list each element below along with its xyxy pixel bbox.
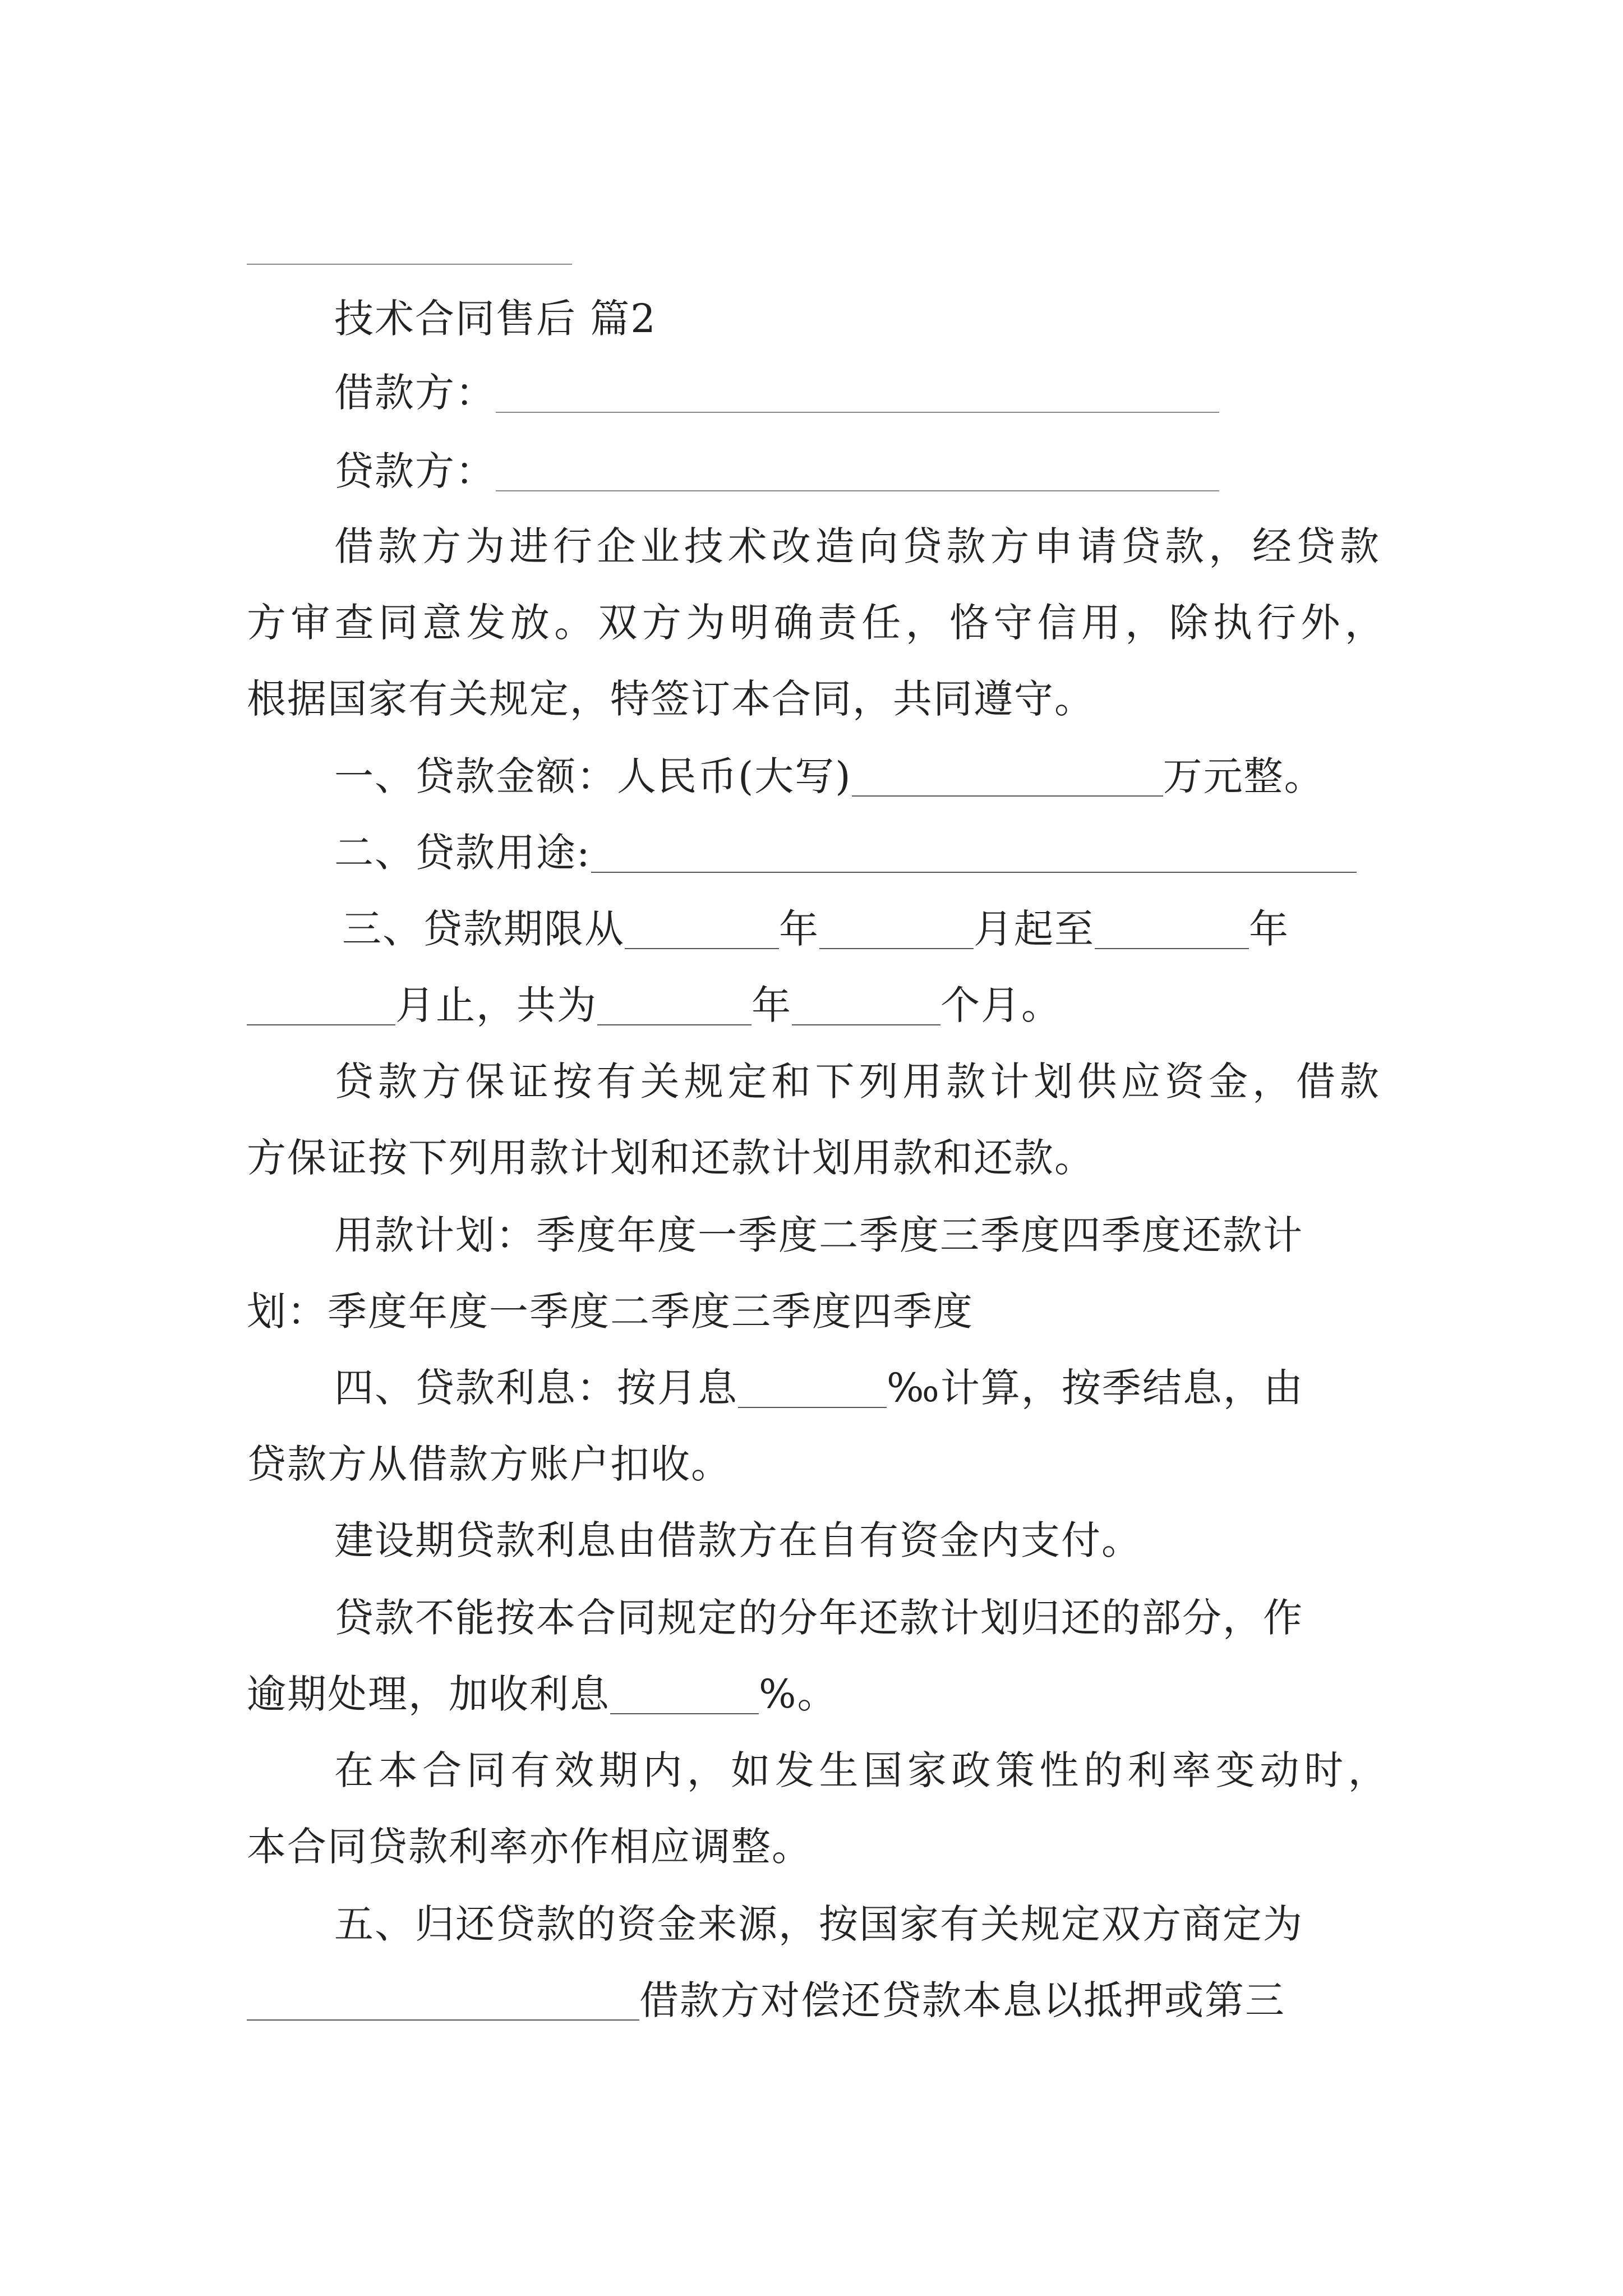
intro-line-1: 借 款 方 为 进 行 企 业 技 术 改 造 向 贷 款 方 申 请 贷 款 ， 经 贷 款 xyxy=(334,523,1380,569)
loan-amount-prefix: 一、贷款金额：人民币(大写) xyxy=(334,753,852,799)
term-until-label: 月起至 xyxy=(974,906,1095,952)
term-start-year-field[interactable] xyxy=(625,901,779,949)
borrower-name-field[interactable] xyxy=(496,365,1219,413)
term-year-label: 年 xyxy=(779,906,819,952)
source-line-2-text: 借款方对偿还贷款本息以抵押或第三 xyxy=(639,1977,1285,2023)
top-divider xyxy=(247,264,572,265)
term-end-month-field[interactable] xyxy=(247,977,395,1025)
borrower-line xyxy=(334,365,1219,421)
term-start-month-field[interactable] xyxy=(819,901,974,949)
loan-purpose-field[interactable] xyxy=(591,825,1357,873)
loan-amount-field[interactable] xyxy=(852,748,1163,797)
loan-purpose-label: 二、贷款用途: xyxy=(334,830,591,876)
term-total-months-field[interactable] xyxy=(792,977,940,1025)
source-line-1: 五、归还贷款的资金来源，按国家有关规定双方商定为 xyxy=(334,1901,1303,1947)
term-end-year-field[interactable] xyxy=(1095,901,1249,949)
loan-term-line-2 xyxy=(247,977,1062,1033)
policy-line-1: 在 本 合 同 有 效 期 内 ， 如 发 生 国 家 政 策 性 的 利 率 变 动 时 ， xyxy=(334,1747,1389,1793)
overdue-line-1: 贷款不能按本合同规定的分年还款计划归还的部分，作 xyxy=(334,1595,1303,1641)
intro-line-3: 根据国家有关规定，特签订本合同，共同遵守。 xyxy=(247,676,1095,722)
overdue-suffix: %。 xyxy=(759,1671,838,1717)
interest-line-2: 贷款方从借款方账户扣收。 xyxy=(247,1441,731,1487)
loan-purpose-line xyxy=(334,825,1357,881)
document-title: 技术合同售后 篇2 xyxy=(334,296,657,342)
construction-interest-line: 建设期贷款利息由借款方在自有资金内支付。 xyxy=(334,1517,1142,1563)
term-from-label: 三、贷款期限从 xyxy=(342,906,625,952)
plan-line-2: 划：季度年度一季度二季度三季度四季度 xyxy=(247,1289,974,1335)
term-months-label: 个月。 xyxy=(940,982,1062,1028)
source-line-2 xyxy=(247,1972,1285,2028)
overdue-prefix: 逾期处理，加收利息 xyxy=(247,1671,610,1717)
monthly-interest-field[interactable] xyxy=(738,1360,887,1408)
interest-line-1 xyxy=(334,1360,1304,1416)
term-total-label: 月止，共为 xyxy=(395,982,597,1028)
policy-line-2: 本合同贷款利率亦作相应调整。 xyxy=(247,1824,812,1870)
term-end-year-label: 年 xyxy=(1249,906,1289,952)
interest-prefix: 四、贷款利息：按月息 xyxy=(334,1365,738,1411)
overdue-interest-field[interactable] xyxy=(610,1666,759,1714)
plan-line-1: 用款计划：季度年度一季度二季度三季度四季度还款计 xyxy=(334,1212,1303,1258)
repayment-source-field[interactable] xyxy=(247,1972,639,2021)
loan-amount-suffix: 万元整。 xyxy=(1163,753,1325,799)
term-total-year-label: 年 xyxy=(751,982,792,1028)
loan-term-line-1 xyxy=(342,901,1289,957)
supply-line-1: 贷 款 方 保 证 按 有 关 规 定 和 下 列 用 款 计 划 供 应 资 金 ， 借 款 xyxy=(334,1059,1380,1105)
lender-label: 贷款方： xyxy=(334,448,496,494)
interest-suffix: ‰计算，按季结息，由 xyxy=(887,1365,1304,1411)
intro-line-2: 方 审 查 同 意 发 放 。 双 方 为 明 确 责 任 ， 恪 守 信 用 ， 除 执 行 外 ， xyxy=(247,600,1385,646)
loan-amount-line xyxy=(334,748,1325,804)
lender-line xyxy=(334,443,1219,499)
lender-name-field[interactable] xyxy=(496,443,1219,491)
term-total-years-field[interactable] xyxy=(597,977,751,1025)
supply-line-2: 方保证按下列用款计划和还款计划用款和还款。 xyxy=(247,1135,1095,1181)
overdue-line-2 xyxy=(247,1666,838,1722)
borrower-label: 借款方： xyxy=(334,370,496,416)
